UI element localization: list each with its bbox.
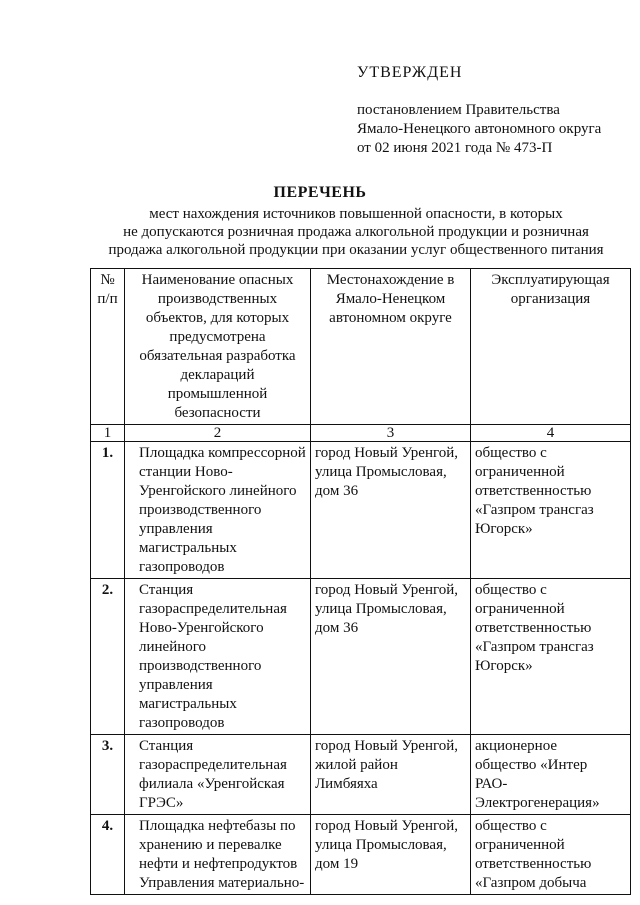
object-name: Станция газораспределительная Ново-Уренгойского линейного производственного управления магистральных газопроводов xyxy=(125,579,311,735)
table-row xyxy=(91,442,631,579)
row-index: 1. xyxy=(91,442,125,579)
table-row xyxy=(91,579,631,735)
approval-line: Ямало-Ненецкого автономного округа xyxy=(357,121,602,137)
header-object-name: Наименование опасных производственных объектов, для которых предусмотрена обязательная разработка деклараций промышленной безопасности xyxy=(125,269,311,425)
approval-line: постановлением Правительства xyxy=(357,102,560,118)
column-number: 2 xyxy=(125,425,311,442)
object-operator: общество с ограниченной ответственностью «Газпром добыча xyxy=(471,815,631,895)
object-location: город Новый Уренгой, улица Промысловая, дом 36 xyxy=(311,579,471,735)
subtitle-line: продажа алкогольной продукции при оказании услуг общественного питания xyxy=(108,242,604,258)
object-operator: общество с ограниченной ответственностью «Газпром трансгаз Югорск» xyxy=(471,579,631,735)
column-number: 4 xyxy=(471,425,631,442)
row-index: 2. xyxy=(91,579,125,735)
approval-details xyxy=(357,101,601,158)
approval-line: от 02 июня 2021 года № 473-П xyxy=(357,140,553,156)
row-index: 3. xyxy=(91,735,125,815)
document-title: ПЕРЕЧЕНЬ xyxy=(273,184,367,201)
object-operator: акционерное общество «Интер РАО- Электрогенерация» xyxy=(471,735,631,815)
object-operator: общество с ограниченной ответственностью «Газпром трансгаз Югорск» xyxy=(471,442,631,579)
hazard-sites-table xyxy=(90,268,631,895)
subtitle-line: не допускаются розничная продажа алкогольной продукции и розничная xyxy=(123,224,589,240)
object-location: город Новый Уренгой, улица Промысловая, дом 36 xyxy=(311,442,471,579)
table-row xyxy=(91,735,631,815)
object-name: Площадка компрессорной станции Ново- Уренгойского линейного производственного управления магистральных газопроводов xyxy=(125,442,311,579)
row-index: 4. xyxy=(91,815,125,895)
column-numbers-row xyxy=(91,425,631,442)
document-subtitle xyxy=(96,205,616,259)
header-location: Местонахождение в Ямало-Ненецком автономном округе xyxy=(311,269,471,425)
header-operator: Эксплуатирующая организация xyxy=(471,269,631,425)
subtitle-line: мест нахождения источников повышенной опасности, в которых xyxy=(149,206,563,222)
approved-stamp: УТВЕРЖДЕН xyxy=(357,64,463,81)
column-number: 1 xyxy=(91,425,125,442)
object-location: город Новый Уренгой, жилой район Лимбяяха xyxy=(311,735,471,815)
object-name: Станция газораспределительная филиала «Уренгойская ГРЭС» xyxy=(125,735,311,815)
header-number: № п/п xyxy=(91,269,125,425)
column-number: 3 xyxy=(311,425,471,442)
object-name: Площадка нефтебазы по хранению и перевалке нефти и нефтепродуктов Управления материально- xyxy=(125,815,311,895)
object-location: город Новый Уренгой, улица Промысловая, дом 19 xyxy=(311,815,471,895)
table-row xyxy=(91,815,631,895)
table-header-row xyxy=(91,269,631,425)
